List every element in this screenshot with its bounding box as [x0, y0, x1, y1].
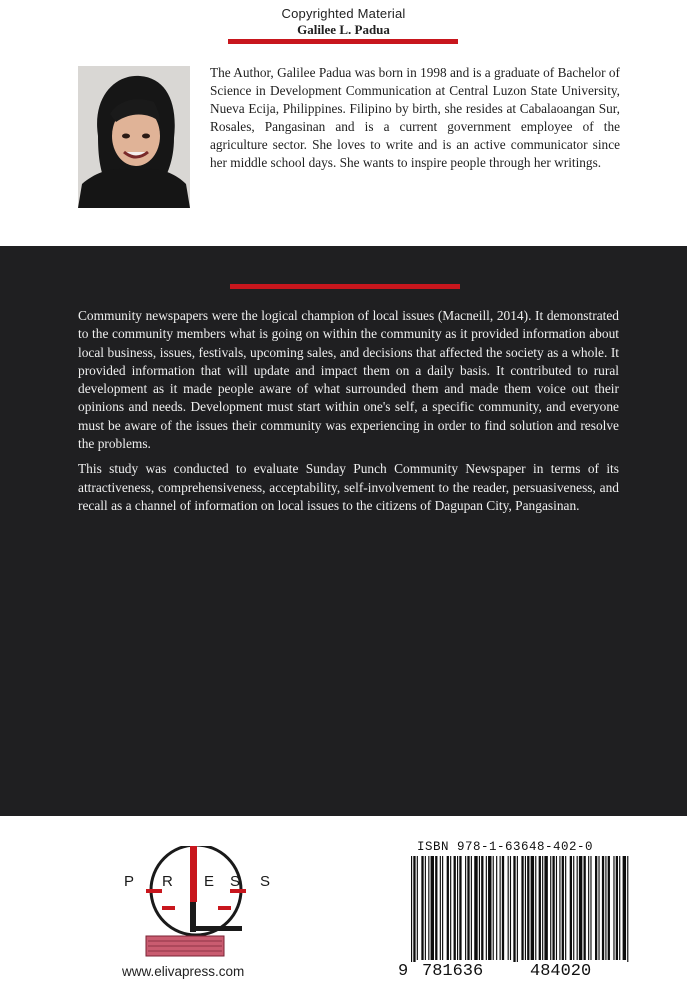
logo-letter-4: S — [230, 873, 241, 890]
barcode-bar — [570, 856, 572, 960]
barcode-bar — [559, 856, 560, 960]
barcode-bar — [500, 856, 501, 960]
barcode-bar — [573, 856, 574, 960]
barcode-bar — [590, 856, 591, 960]
publisher-website: www.elivapress.com — [122, 964, 245, 979]
barcode-bar — [562, 856, 564, 960]
barcode-bar — [517, 856, 518, 974]
barcode-bar — [502, 856, 504, 960]
barcode-bar — [435, 856, 437, 960]
barcode-digit-first: 9 — [398, 962, 409, 981]
barcode-bar — [496, 856, 497, 960]
barcode-bar — [413, 856, 415, 974]
barcode-bar — [465, 856, 466, 960]
barcode-bar — [623, 856, 626, 960]
barcode-bar — [488, 856, 491, 960]
barcode-bar — [440, 856, 441, 960]
barcode-bar — [577, 856, 578, 960]
barcode-bar — [616, 856, 618, 960]
barcode-bar — [421, 856, 423, 960]
barcode-bar — [535, 856, 536, 960]
barcode-bar — [525, 856, 526, 960]
barcode-bar — [471, 856, 472, 960]
barcode-bar — [556, 856, 557, 960]
synopsis-divider — [230, 284, 460, 289]
barcode-bar — [598, 856, 599, 960]
barcode-bar — [521, 856, 523, 960]
barcode-bar — [550, 856, 551, 960]
logo-letter-5: S — [260, 873, 271, 890]
barcode-bar — [527, 856, 529, 960]
barcode-bar — [467, 856, 469, 960]
barcode-bar — [442, 856, 443, 960]
synopsis-paragraph-1: Community newspapers were the logical champion of local issues (Macneill, 2014). It demonstrated to the community members what is going on within the community as it provided information about local business, issues, festivals, upcoming sales, and decisions that affected the society as a whole. It provided information that will update and impact them on a daily basis. It contributed to rural development as it made people aware of what surrounded them and made them voice out their opinions and needs. Development must start within one's self, a specific community, and everyone must be aware of the issues their community was experiencing in order to find solution and resolve the problems. — [78, 308, 619, 452]
synopsis-paragraph-2: This study was conducted to evaluate Sunday Punch Community Newspaper in terms of its attractiveness, comprehensiveness, acceptability, self-involvement to the reader, persuasiveness, and recall as a channel of information on local issues to the citizens of Dagupan City, Pangasinan. — [78, 461, 619, 513]
publisher-logo — [118, 846, 278, 971]
author-photo — [78, 66, 190, 208]
isbn-label: ISBN 978-1-63648-402-0 — [417, 840, 594, 854]
logo-letter-1: P — [124, 873, 135, 890]
barcode-bar — [627, 856, 628, 974]
barcode-bar — [454, 856, 456, 960]
barcode-bar — [417, 856, 418, 960]
barcode-bar — [450, 856, 451, 960]
author-portrait-icon — [78, 66, 190, 208]
barcode-bar — [613, 856, 614, 960]
barcode-bar — [508, 856, 509, 960]
logo-letter-3: E — [204, 873, 215, 890]
barcode-bar — [481, 856, 483, 960]
barcode-bar — [584, 856, 586, 960]
barcode-bar — [542, 856, 543, 960]
barcode-bar — [588, 856, 589, 960]
barcode-bar — [544, 856, 547, 960]
top-divider — [228, 39, 458, 44]
author-bio: The Author, Galilee Padua was born in 1998 and is a graduate of Bachelor of Science in Development Communication at Central Luzon State University, Nueva Ecija, Philippines. Filipino by birth, she resides at Cabalaoangan Sur, Rosales, Pangasinan and is a current government employee of the agriculture sector. She loves to write and is an active communicator since her middle school days. She wants to inspire people through her writings. — [210, 65, 620, 171]
barcode-bar — [579, 856, 582, 960]
barcode-bar — [605, 856, 606, 960]
barcode-bar — [425, 856, 426, 960]
barcode-bar — [539, 856, 541, 960]
logo-letter-2: R — [162, 873, 173, 890]
synopsis-text — [78, 307, 619, 522]
isbn-barcode — [409, 856, 631, 976]
barcode-bar — [457, 856, 458, 960]
barcode-bar — [552, 856, 554, 960]
barcode-bar — [608, 856, 610, 960]
author-name: Galilee L. Padua — [297, 22, 390, 37]
barcode-bar — [619, 856, 620, 960]
barcode-digits-group-2: 484020 — [530, 962, 592, 981]
barcode-bar — [531, 856, 534, 960]
barcode-bar — [411, 856, 412, 974]
copyright-notice: Copyrighted Material — [281, 6, 406, 21]
barcode-bar — [447, 856, 449, 960]
barcode-bar — [510, 856, 511, 960]
barcode-bar — [474, 856, 477, 960]
barcode-bar — [602, 856, 604, 960]
barcode-bar — [595, 856, 597, 960]
barcode-bar — [565, 856, 566, 960]
barcode-bar — [479, 856, 480, 960]
barcode-digits — [398, 962, 634, 982]
barcode-bar — [459, 856, 461, 960]
barcode-bar — [428, 856, 429, 960]
barcode-bar — [513, 856, 515, 974]
barcode-bar — [493, 856, 494, 960]
barcode-digits-group-1: 781636 — [422, 962, 484, 981]
barcode-bar — [431, 856, 434, 960]
barcode-bar — [486, 856, 487, 960]
